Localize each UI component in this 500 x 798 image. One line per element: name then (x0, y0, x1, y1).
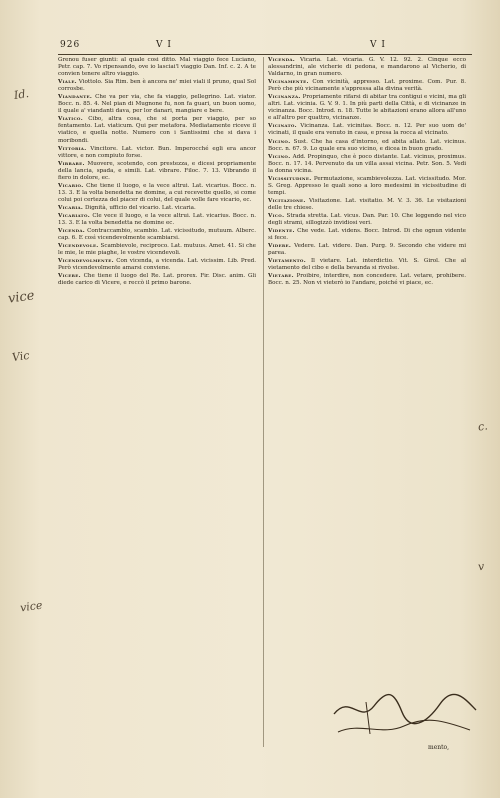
dictionary-entry (58, 205, 256, 212)
entry-text: Dignità, ufficio del vicario. Lat. vicaria. (84, 204, 196, 211)
entry-text: Contraccambio, scambio. Lat. vicissitudo, mutuum. Alberc. cap. 6. E così vicendevolmente scambiarsi. (58, 228, 256, 242)
column-divider (263, 57, 264, 747)
entry-headword: Vidente. (268, 228, 295, 235)
entry-text: Che tiene il luogo, e la vece altrui. Lat. vicarius. Bocc. n. 13. 3. E la volta benedetta ne domine, a cui recevette quello, si come colui poi certezza del piacer di colui, del quale volle fare vicario, ec. (58, 182, 256, 203)
entry-text: Il vietare. Lat. interdictio. Vit. S. Girol. Che al vietamento del cibo e della bevanda si rivolse. (268, 258, 466, 272)
dictionary-entry (268, 198, 466, 212)
entry-headword: Vicissitudine. (268, 175, 312, 182)
page-number: 926 (60, 40, 81, 50)
dictionary-entry (268, 154, 466, 175)
entry-headword: Vicenda. (268, 57, 296, 63)
entry-headword: Vicinato. (268, 123, 297, 130)
dictionary-entry (268, 123, 466, 137)
margin-note: vice (19, 598, 44, 615)
dictionary-entry (268, 57, 466, 78)
dictionary-entry (58, 116, 256, 144)
entry-text: Vincitore. Lat. victor. Bun. Imperocché egli era ancor vittore, e non compiuto forse. (58, 145, 256, 159)
margin-note: vice (7, 288, 36, 307)
entry-headword: Vicenda. (58, 228, 86, 235)
entry-text: Con vicinità, appresso. Lat. proxime. Com. Pur. 8. Però che più vicinamente s'appressa alla divina verità. (268, 79, 466, 93)
margin-note: v (477, 559, 486, 574)
dictionary-entry (58, 273, 256, 287)
entry-text: Strada stretta. Lat. vicus. Dan. Par. 10. Che leggendo nel vico degli strami, sillogizzò invidiosi veri. (268, 212, 466, 227)
margin-note: Vic (11, 348, 31, 365)
right-column (268, 57, 466, 755)
entry-text: Vicinanza. Lat. vicinitas. Bocc. n. 12. Per suo uom de' vicinati, il quale era venuto in casa, e presa la rocca al vicinato. (268, 123, 466, 137)
entry-headword: Vicendevole. (58, 243, 99, 250)
entry-headword: Vicere. (58, 273, 81, 280)
entry-headword: Vicariato. (58, 212, 90, 219)
entry-headword: Vicaria. (58, 204, 84, 211)
entry-text: Sust. Che ha casa d'intorno, ed abita allato. Lat. vicinus. Bocc. n. 67. 9. Lo quale era suo vicino, e dicea in buon grado. (268, 138, 466, 152)
entry-text: Propriamente rifarsi di abitar tra contigui e vicini, ma gli altri. Lat. vicinia. G. V. 9. 1. In più parti della Città, e di vicinanze in vicinanza. Bocc. Introd. n. 18. Tutte le abitazioni erano allora all'uno e all'altro per quattro, vicinanze. (268, 94, 466, 122)
entry-headword: Viandante. (58, 94, 93, 101)
entry-text: Permutazione, scambievolezza. Lat. vicissitudo. Mor. S. Greg. Appresso le quali sono a loro medesimi in vicissitudine di tempi. (268, 175, 466, 196)
entry-text: Viottolo. Sia Rim. ben è ancora ne' miei viali il pruno, qual Sol corrosbe. (58, 79, 256, 93)
entry-text: Muovere, scotendo, con prestezza, e dicesi propriamente della lancia, spada, e simili. Lat. vibrare. Filoc. 7. 13. Vibrando il fiero in dolore, ec. (58, 160, 256, 181)
margin-note: Id. (13, 87, 30, 102)
dictionary-entry (58, 94, 256, 115)
dictionary-entry (58, 79, 256, 93)
dictionary-entry (58, 57, 256, 78)
entry-headword: Videre. (268, 243, 292, 250)
entry-headword: Vicario. (58, 182, 84, 189)
dictionary-entry (268, 243, 466, 257)
entry-headword: Viatico. (58, 116, 83, 123)
entry-text: Proibire, interdire, non concedere. Lat. vetare, prohibere. Bocc. n. 25. Non vi vieterò io l'andare, poiché vi piace, ec. (268, 273, 466, 287)
header-rule (58, 54, 472, 55)
entry-text: Con vicenda, a vicenda. Lat. vicissim. Lib. Pred. Però vicendevolmente amarsi conviene. (58, 258, 256, 272)
entry-headword: Vicitazione. (268, 197, 306, 204)
text-columns (58, 57, 472, 757)
dictionary-entry (268, 79, 466, 93)
entry-headword: Vico. (268, 212, 285, 219)
entry-headword: Vicino. (268, 153, 291, 160)
entry-headword: Viale. (58, 79, 77, 86)
running-head-right: V I (370, 40, 386, 50)
entry-text: Che va per via, che fa viaggio, pellegrino. Lat. viator. Bocc. n. 85. 4. Nel pian di Mugnone fu, non fa guari, un buon uomo, il quale a' viandanti dava, per lor danari, mangiare e bere. (58, 94, 256, 115)
entry-headword: Vibrare. (58, 160, 85, 167)
left-column (58, 57, 256, 755)
entry-headword: Vicendevolmente. (58, 258, 114, 265)
dictionary-entry (58, 243, 256, 257)
entry-text: Scambievole, reciproco. Lat. mutuus. Amet. 41. Si che le mie, le mie piaghe, le vostre vicendevoli. (58, 243, 256, 257)
dictionary-entry (268, 94, 466, 122)
catchword: mento, (428, 744, 450, 751)
running-head-left: V I (156, 40, 172, 50)
dictionary-entry (58, 213, 256, 227)
entry-text: Cle vece il luogo, e la vece altrui. Lat. vicarius. Bocc. n. 13. 3. E la volta benedetta ne domine ec. (58, 212, 256, 227)
dictionary-entry (268, 139, 466, 153)
dictionary-entry (268, 176, 466, 197)
margin-note: c. (477, 419, 489, 434)
dictionary-entry (58, 228, 256, 242)
entry-text: Che tiene il luogo del Re. Lat. prorex. Fir. Disc. anim. Gli diede carico di Vicere, e reccò il primo barone. (58, 273, 256, 287)
entry-text: Che vede. Lat. videns. Bocc. Introd. Di che ognun vidente si fece. (268, 228, 466, 242)
entry-headword: Vicinanza. (268, 94, 301, 101)
page-header (60, 40, 472, 54)
dictionary-entry (268, 228, 466, 242)
entry-text: Cibo, altra cosa, che si porta per viaggio, per so fentamento. Lat. viaticum. Qui per metafora. Mediatamente riceve il viatico, e quella notte. Numero con i Santissimi che si dava i moribondi. (58, 116, 256, 144)
entry-text: Vedere. Lat. videre. Dan. Purg. 9. Secondo che videre mi parea. (268, 243, 466, 257)
handwritten-signature (330, 684, 480, 740)
entry-text: Add. Propinquo, che è poco distante. Lat. vicinus, proximus. Bocc. n. 17. 14. Pervenuto da un villa assai vicina. Petr. Son. 5. Vedi la donna vicina. (268, 153, 466, 174)
dictionary-entry (268, 273, 466, 287)
dictionary-entry (58, 183, 256, 204)
dictionary-entry (268, 213, 466, 227)
dictionary-entry (268, 258, 466, 272)
entry-text: Grenou fuser giunti: al quale cosi ditto. Mal viaggio fece Luciano, Petr. cap. 7. Vo ripensando, ove io lasciai'l viaggio Dan. Inf. c. 2. A te convien tenere altro viaggio. (58, 57, 256, 78)
dictionary-entry (58, 258, 256, 272)
entry-headword: Vicinamente. (268, 79, 309, 86)
entry-text: Vicaria. Lat. vicaria. G. V. 12. 92. 2. Cinque ecco alessandrini, ale vicherie di pedona, e mandarono al Vicherio, di Valdarno, in gran numero. (268, 57, 466, 78)
entry-headword: Vietare. (268, 273, 294, 280)
dictionary-entry (58, 161, 256, 182)
entry-headword: Vittoria. (58, 145, 87, 152)
entry-text: Visitazione. Lat. visitatio. M. V. 3. 36. Le visitazioni delle tre chiese. (268, 197, 466, 211)
entry-headword: Vietamento. (268, 258, 306, 265)
dictionary-entry (58, 146, 256, 160)
entry-headword: Vicino. (268, 138, 291, 145)
